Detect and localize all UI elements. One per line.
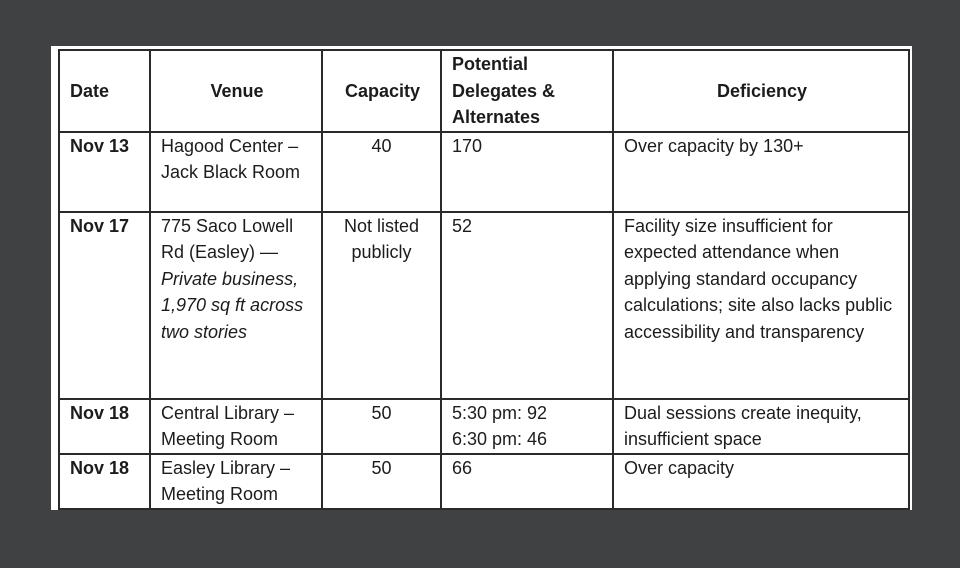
header-delegates: Potential Delegates & Alternates	[441, 50, 613, 132]
cell-deficiency: Over capacity	[613, 454, 909, 509]
cell-date: Nov 18	[59, 454, 150, 509]
cell-capacity: 50	[322, 399, 441, 454]
venue-table	[58, 49, 910, 510]
cell-deficiency: Over capacity by 130+	[613, 132, 909, 212]
table-row	[59, 212, 909, 399]
table-row	[59, 399, 909, 454]
cell-venue	[150, 399, 322, 454]
cell-capacity: Not listed publicly	[322, 212, 441, 399]
venue-name: Easley Library – Meeting Room	[161, 457, 291, 504]
cell-delegates	[441, 399, 613, 454]
cell-venue	[150, 212, 322, 399]
delegates-value: 52	[452, 215, 473, 236]
delegates-value: 5:30 pm: 92	[452, 402, 548, 423]
cell-venue	[150, 454, 322, 509]
table-header-row	[59, 50, 909, 132]
cell-venue	[150, 132, 322, 212]
header-capacity: Capacity	[322, 50, 441, 132]
cell-date: Nov 17	[59, 212, 150, 399]
document-page	[51, 46, 912, 510]
cell-capacity: 40	[322, 132, 441, 212]
delegates-value: 66	[452, 457, 473, 478]
venue-name: Central Library – Meeting Room	[161, 402, 295, 449]
cell-capacity: 50	[322, 454, 441, 509]
cell-date: Nov 18	[59, 399, 150, 454]
cell-deficiency: Facility size insufficient for expected attendance when applying standard occupancy calculations; site also lacks public accessibility and transparency	[613, 212, 909, 399]
cell-delegates	[441, 132, 613, 212]
table-row	[59, 454, 909, 509]
venue-name: Hagood Center – Jack Black Room	[161, 135, 301, 182]
header-deficiency: Deficiency	[613, 50, 909, 132]
venue-name: 775 Saco Lowell Rd (Easley) —	[161, 215, 294, 262]
cell-date: Nov 13	[59, 132, 150, 212]
cell-delegates	[441, 454, 613, 509]
venue-detail: Private business, 1,970 sq ft across two stories	[161, 268, 304, 342]
cell-delegates	[441, 212, 613, 399]
cell-deficiency: Dual sessions create inequity, insufficient space	[613, 399, 909, 454]
header-date: Date	[59, 50, 150, 132]
header-venue: Venue	[150, 50, 322, 132]
delegates-value: 170	[452, 135, 483, 156]
delegates-value: 6:30 pm: 46	[452, 429, 548, 449]
table-row	[59, 132, 909, 212]
